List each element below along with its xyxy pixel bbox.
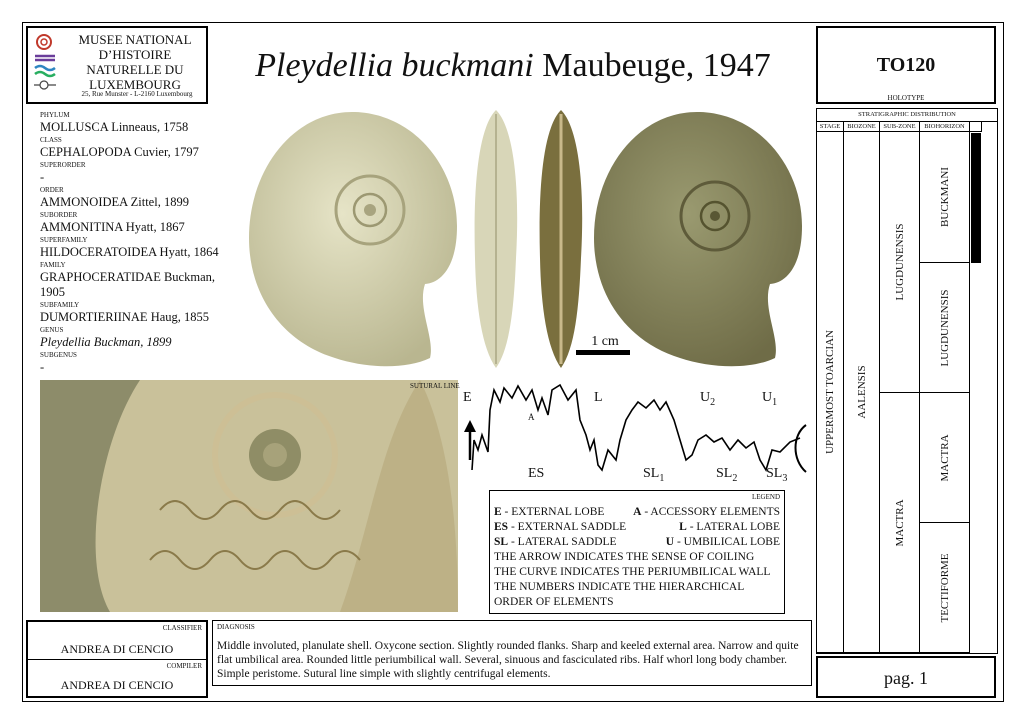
legend-item-a — [633, 505, 780, 520]
strat-title: STRATIGRAPHIC DISTRIBUTION — [817, 109, 997, 122]
legend-desc-a: - ACCESSORY ELEMENTS — [641, 506, 780, 518]
strat-biohorizon-cell — [920, 393, 970, 523]
taxon-label: SUBORDER — [40, 211, 78, 219]
page-number-box — [816, 656, 996, 698]
strat-biohorizon-lugdunensis: LUGDUNENSIS — [938, 289, 951, 366]
legend-key-es: ES — [494, 521, 509, 533]
species-name: Pleydellia buckmani — [255, 47, 534, 84]
specimen-type: HOLOTYPE — [887, 94, 925, 102]
museum-header — [26, 26, 208, 104]
strat-biohorizon-cell — [920, 263, 970, 393]
legend-row — [494, 535, 780, 550]
legend-key-a: A — [633, 506, 642, 518]
legend-desc-es: - EXTERNAL SADDLE — [508, 521, 627, 533]
taxon-label: SUPERFAMILY — [40, 236, 88, 244]
suture-label-u2 — [700, 390, 715, 408]
legend-desc-l: - LATERAL LOBE — [686, 521, 780, 533]
specimen-code: TO120 — [876, 54, 936, 76]
legend-row — [494, 505, 780, 520]
suture-label-sl3 — [766, 466, 787, 484]
strat-stage: UPPERMOST TOARCIAN — [824, 330, 836, 454]
suture-label-sl1-sub: 1 — [659, 472, 665, 484]
specimen-code-box — [816, 26, 996, 104]
compiler-label: COMPILER — [166, 662, 202, 670]
strat-biohorizon-cell — [920, 523, 970, 653]
suture-label-es: ES — [528, 466, 545, 481]
taxon-label: CLASS — [40, 136, 62, 144]
taxon-value: AMMONOIDEA Zittel, 1899 — [40, 195, 189, 209]
taxon-value: - — [40, 170, 45, 184]
legend-title: LEGEND — [752, 493, 780, 501]
museum-name-line4: LUXEMBOURG — [89, 77, 181, 92]
museum-name-line2: D’HISTOIRE — [98, 47, 172, 62]
strat-biozone-cell — [844, 132, 880, 653]
taxon-label: SUBFAMILY — [40, 301, 80, 309]
suture-label-u2-letter: U — [700, 390, 711, 405]
legend-key-l: L — [679, 521, 687, 533]
sutural-line-title: SUTURAL LINE — [410, 382, 460, 390]
cast-ventral-photo — [470, 108, 522, 370]
strat-header-subzone: SUB-ZONE — [880, 121, 920, 132]
museum-name-line1: MUSEE NATIONAL — [78, 32, 192, 47]
classifier-box — [26, 620, 208, 698]
taxon-label: PHYLUM — [40, 111, 70, 119]
diagnosis-text: Middle involuted, planulate shell. Oxycone section. Slightly rounded flanks. Sharp and keeled external area. Narrow and quite flat umbilical area. Rounded little periumbilical wall. Several, sinuous and fasciculated ribs. Half whorl long body chamber. Simple peristome. Sutural line simple with slightly centrifugal elements. — [217, 640, 799, 680]
strat-subzone-lugdunensis: LUGDUNENSIS — [893, 223, 906, 301]
strat-subzone-cell — [880, 393, 920, 653]
museum-logo-icon — [32, 32, 60, 100]
museum-address: 25, Rue Munster - L-2160 Luxembourg — [81, 90, 193, 98]
scale-bar-label: 1 cm — [591, 334, 619, 349]
suture-label-e: E — [463, 390, 472, 405]
suture-label-sl1 — [643, 466, 664, 484]
sutural-line-drawing — [460, 380, 810, 480]
taxon-value: MOLLUSCA Linneaus, 1758 — [40, 120, 189, 134]
taxon-value: Pleydellia Buckman, 1899 — [40, 335, 172, 349]
fossil-lateral-photo — [590, 108, 805, 370]
cast-lateral-photo — [245, 108, 460, 370]
page-title — [208, 36, 818, 96]
classifier-label: CLASSIFIER — [162, 624, 202, 632]
suture-label-sl2-sub: 2 — [732, 472, 738, 484]
strat-biohorizon-buckmani: BUCKMANI — [938, 167, 951, 227]
compiler-name: ANDREA DI CENCIO — [60, 678, 174, 692]
legend-item-e — [494, 505, 604, 520]
classifier-divider — [28, 659, 206, 660]
taxon-value: CEPHALOPODA Cuvier, 1797 — [40, 145, 199, 159]
suture-label-a: A — [528, 412, 535, 422]
strat-subzone-mactra: MACTRA — [893, 498, 906, 547]
page-number: pag. 1 — [884, 668, 928, 688]
suture-label-u1-letter: U — [762, 390, 773, 405]
legend-note-order: ORDER OF ELEMENTS — [494, 596, 614, 608]
legend-item-sl — [494, 535, 617, 550]
taxonomy-list — [40, 110, 240, 375]
strat-subzone-cell — [880, 132, 920, 393]
strat-header-stage: STAGE — [817, 121, 844, 132]
taxon-label: SUPERORDER — [40, 161, 86, 169]
diagnosis-label: DIAGNOSIS — [217, 623, 255, 631]
taxon-label: FAMILY — [40, 261, 66, 269]
legend-key-u: U — [665, 536, 675, 548]
strat-biozone: AALENSIS — [855, 365, 868, 419]
scale-bar — [576, 350, 630, 355]
species-author: Maubeuge, 1947 — [542, 47, 771, 84]
legend-item-es — [494, 520, 626, 535]
suture-label-sl2 — [716, 466, 737, 484]
taxon-value: DUMORTIERIINAE Haug, 1855 — [40, 310, 210, 324]
taxon-label: ORDER — [40, 186, 64, 194]
suture-label-sl2-letters: SL — [716, 466, 733, 481]
legend-desc-e: - EXTERNAL LOBE — [501, 506, 605, 518]
taxon-value: GRAPHOCERATIDAE Buckman, 1905 — [40, 270, 215, 299]
suture-label-u2-sub: 2 — [710, 396, 716, 408]
legend-desc-sl: - LATERAL SADDLE — [508, 536, 617, 548]
classifier-name: ANDREA DI CENCIO — [60, 642, 174, 656]
legend-key-sl: SL — [494, 536, 509, 548]
legend-item-l — [679, 520, 780, 535]
suture-label-sl3-sub: 3 — [782, 472, 788, 484]
stratigraphic-table — [816, 108, 998, 654]
legend-box — [489, 490, 785, 614]
suture-detail-photo — [40, 380, 458, 612]
strat-header-biohorizon: BIOHORIZON — [920, 121, 970, 132]
legend-item-u — [666, 535, 780, 550]
legend-note-curve: THE CURVE INDICATES THE PERIUMBILICAL WALL — [494, 566, 771, 578]
taxon-label: GENUS — [40, 326, 64, 334]
taxon-value: - — [40, 360, 45, 374]
legend-row — [494, 520, 780, 535]
suture-label-u1-sub: 1 — [772, 396, 778, 408]
museum-name-line3: NATURELLE DU — [86, 62, 184, 77]
strat-range-bar — [971, 133, 981, 263]
taxon-value: HILDOCERATOIDEA Hyatt, 1864 — [40, 245, 219, 259]
legend-note-arrow: THE ARROW INDICATES THE SENSE OF COILING — [494, 551, 755, 563]
strat-biohorizon-tectiforme: TECTIFORME — [938, 552, 951, 623]
legend-note-numbers: THE NUMBERS INDICATE THE HIERARCHICAL — [494, 581, 745, 593]
strat-stage-cell — [817, 132, 844, 653]
strat-header-biozone: BIOZONE — [844, 121, 880, 132]
suture-label-sl1-letters: SL — [643, 466, 660, 481]
taxon-label: SUBGENUS — [40, 351, 77, 359]
suture-label-l: L — [594, 390, 603, 405]
strat-biohorizon-mactra: MACTRA — [938, 433, 951, 482]
legend-key-e: E — [494, 506, 502, 518]
suture-label-sl3-letters: SL — [766, 466, 783, 481]
suture-label-u1 — [762, 390, 777, 408]
strat-biohorizon-cell — [920, 132, 970, 263]
fossil-ventral-photo — [535, 108, 587, 370]
diagnosis-box — [212, 620, 812, 686]
legend-desc-u: - UMBILICAL LOBE — [674, 536, 780, 548]
strat-header-range — [970, 121, 982, 132]
taxon-value: AMMONITINA Hyatt, 1867 — [40, 220, 185, 234]
